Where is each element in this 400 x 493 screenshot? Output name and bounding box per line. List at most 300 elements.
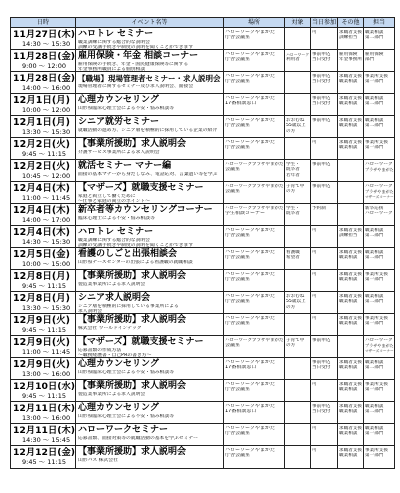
event-location-cell — [224, 292, 285, 314]
event-name-cell — [76, 94, 224, 116]
event-staff: 職業相談 — [365, 293, 384, 299]
event-location-cell — [224, 446, 285, 468]
event-location: ハローワークプラザやまがた — [225, 337, 284, 343]
event-same-day-cell — [311, 182, 338, 204]
event-target: 子育て中 — [286, 337, 305, 343]
event-target: 看護職 — [286, 249, 300, 255]
event-staff-cell — [364, 402, 394, 424]
event-other-cell — [338, 50, 364, 72]
event-time: 9:45 ～ 11:15 — [22, 326, 66, 334]
event-same-day: 可 — [312, 425, 317, 431]
event-location: 庁舎会議室 — [225, 299, 251, 304]
event-same-day-cell — [311, 446, 338, 468]
event-name-cell — [76, 380, 224, 402]
event-description: 製造業事業所による求人説明会 — [78, 392, 146, 397]
event-location: ハローワークやまがた — [225, 381, 276, 387]
event-date: 12月1日(月) — [13, 117, 71, 128]
event-name-cell — [76, 292, 224, 314]
event-title: ハローワークセミナー — [78, 425, 169, 435]
event-same-day: 当日受付 — [312, 57, 331, 62]
event-name-cell — [76, 446, 224, 468]
event-same-day: 事前申込 — [312, 73, 331, 79]
event-date: 12月4日(木) — [13, 227, 71, 238]
event-staff-cell — [364, 270, 394, 292]
event-time: 9:45 ～ 11:15 — [22, 150, 66, 158]
event-other-cell — [338, 336, 364, 358]
event-description: 訓練の受講手続きや制度の説明を聞くことができます — [78, 243, 194, 248]
event-location: 庁舎会議室 — [225, 453, 251, 458]
event-staff: 第一部門 — [365, 387, 384, 392]
header-target: 対象 — [285, 18, 311, 28]
event-description: 就職活動の進め方、シニア層を積極的に採用している企業の紹介 — [78, 128, 218, 133]
event-other-cell — [338, 314, 364, 336]
event-same-day: 可 — [312, 249, 317, 255]
event-other: 訓練担当 — [339, 233, 358, 238]
event-location: ハローワークやまがた — [225, 139, 276, 145]
event-other: 求職者支援 — [339, 249, 362, 255]
event-description: 現場管理者に関するセミナー及び求人説明会、面接会 — [78, 84, 194, 89]
event-datetime-cell — [11, 402, 76, 424]
event-other: 訓練担当 — [339, 35, 358, 40]
event-title: 心理カウンセリング — [78, 95, 159, 105]
event-staff: 雇用保険 — [365, 51, 384, 57]
event-other: 職業相談 — [339, 299, 358, 304]
event-datetime-cell — [11, 270, 76, 292]
event-title: 【事業所援助】求人説明会 — [78, 271, 187, 281]
event-description: 臨床心理士による不安・悩み相談等 — [78, 216, 155, 221]
event-title: 心理カウンセリング — [78, 359, 159, 369]
event-same-day: 当日受付 — [312, 101, 331, 106]
event-title: 【事業所援助】求人説明会 — [78, 315, 187, 325]
event-title: ハロトレ セミナー — [78, 29, 154, 39]
event-location: 庁舎会議室 — [225, 233, 251, 238]
event-date: 12月1日(月) — [13, 95, 71, 106]
event-same-day-cell — [311, 380, 338, 402]
event-staff: プラザやまがた — [365, 189, 394, 194]
event-location: 学生相談コーナー — [225, 211, 266, 216]
event-title: ハロトレ セミナー — [78, 227, 154, 237]
event-location: 会議室 — [225, 343, 241, 348]
event-staff-cell — [364, 292, 394, 314]
event-staff-cell — [364, 94, 394, 116]
event-same-day: 当日受付 — [312, 409, 331, 414]
event-location: 庁舎会議室 — [225, 123, 251, 128]
event-same-day: 事前申込 — [312, 337, 331, 343]
event-location-cell — [224, 270, 285, 292]
event-other-cell — [338, 138, 364, 160]
event-other: 求職者支援 — [339, 447, 362, 453]
event-time: 13:00 ～ 16:00 — [22, 414, 71, 422]
event-staff: 第一部門 — [365, 79, 384, 84]
event-same-day: 当日受付 — [312, 365, 331, 370]
event-staff-cell — [364, 248, 394, 270]
event-time: 14:00 ～ 17:00 — [22, 216, 71, 224]
event-staff: 事業所支援 — [365, 139, 388, 145]
event-time: 11:00 ～ 11:45 — [22, 348, 71, 356]
event-staff: 職業相談 — [365, 249, 384, 255]
event-location: ハローワークやまがた — [225, 73, 276, 79]
event-other-cell — [338, 226, 364, 248]
event-location-cell — [224, 160, 285, 182]
event-location-cell — [224, 182, 285, 204]
event-staff: 事業所支援 — [365, 315, 388, 321]
event-staff: 第二部門 — [365, 35, 384, 40]
event-other: 職業相談 — [339, 255, 358, 260]
event-datetime-cell — [11, 380, 76, 402]
event-date: 12月5日(金) — [13, 249, 71, 260]
header-same-day: 当日参加 — [311, 19, 336, 26]
event-name-cell — [76, 182, 224, 204]
event-target: の方 — [286, 189, 296, 194]
event-staff: 第二部門 — [365, 123, 384, 128]
event-name-cell — [76, 270, 224, 292]
event-time: 10:00 ～ 15:00 — [22, 260, 71, 268]
event-date: 12月8日(月) — [13, 293, 71, 304]
event-staff-cell — [364, 380, 394, 402]
event-same-day: 可 — [312, 315, 317, 321]
event-other-cell — [338, 182, 364, 204]
event-same-day: 予約制 — [312, 205, 326, 211]
event-location-cell — [224, 358, 285, 380]
event-description: 面接の基本マナーから身だしなみ、電話応対、言葉遣い等を学ぶ — [78, 172, 218, 177]
event-location: ハローワークプラザやまがた — [225, 161, 284, 167]
event-datetime-cell — [11, 50, 76, 72]
event-name-cell — [76, 116, 224, 138]
event-other: 雇用保険 — [339, 51, 358, 57]
event-other: 求職者支援 — [339, 381, 362, 387]
event-location-cell — [224, 116, 285, 138]
event-staff: 事業所支援 — [365, 381, 388, 387]
event-other: 求職者支援 — [339, 95, 362, 101]
event-time: 9:45 ～ 11:15 — [22, 458, 66, 466]
event-date: 12月4日(木) — [13, 183, 71, 194]
event-other: 職業相談 — [339, 145, 358, 150]
event-location: ハローワークやまがた — [225, 425, 276, 431]
event-staff: 職業相談 — [365, 425, 384, 431]
event-datetime-cell — [11, 446, 76, 468]
event-other: 職業相談 — [339, 79, 358, 84]
event-location: ハローワークプラザやまがた — [225, 205, 284, 211]
event-target: 学生・ — [286, 161, 300, 167]
event-date: 11月27日(木) — [13, 29, 75, 40]
event-time: 14:30 ～ 15:30 — [22, 40, 71, 48]
event-time: 13:30 ～ 15:30 — [22, 304, 71, 312]
event-other: 年金事務所 — [339, 57, 362, 62]
event-time: 10:45 ～ 12:00 — [22, 172, 71, 180]
event-staff: 新卒応援 — [365, 205, 384, 211]
event-other: 職業相談 — [339, 453, 358, 458]
event-same-day: 事前申込 — [312, 95, 331, 101]
event-location: 17番相談窓口 — [225, 101, 257, 106]
event-other-cell — [338, 94, 364, 116]
event-description: 年金事務所職員による個別相談 — [78, 67, 146, 72]
event-description: 山形県臨床心理士会による不安・悩み相談等 — [78, 414, 174, 419]
event-target: 既卒者 — [286, 167, 300, 172]
event-other-cell — [338, 292, 364, 314]
event-staff: 第二部門 — [365, 233, 384, 238]
event-staff-cell — [364, 138, 394, 160]
event-other: 求職者支援 — [339, 139, 362, 145]
event-same-day: 当日受付 — [312, 79, 331, 84]
event-staff: ハローワーク — [365, 211, 393, 216]
event-same-day: 事前申込 — [312, 161, 331, 167]
event-other: 職業相談 — [339, 123, 358, 128]
header-other: その他 — [338, 18, 364, 28]
event-location: 庁舎会議室 — [225, 145, 251, 150]
event-location: ハローワークやまがた — [225, 315, 276, 321]
event-other: 職業相談 — [339, 409, 358, 414]
event-target: 希望者 — [286, 255, 300, 260]
event-same-day-cell — [311, 50, 338, 72]
event-staff: 事業所支援 — [365, 73, 388, 79]
event-same-day: 可 — [312, 227, 317, 233]
event-same-day-cell — [311, 424, 338, 446]
event-datetime-cell — [11, 94, 76, 116]
event-same-day: 可 — [312, 381, 317, 387]
event-same-day: 事前申込 — [312, 117, 331, 123]
event-same-day-cell — [311, 226, 338, 248]
event-name-cell — [76, 204, 224, 226]
event-same-day: 事前申込 — [312, 51, 331, 57]
event-description: 応募書類、面接対策等の就職活動の基本を学ぶセミナー — [78, 436, 198, 441]
event-staff: マザーズコーナー — [365, 194, 394, 199]
event-target: おおむね — [286, 117, 305, 123]
event-same-day-cell — [311, 138, 338, 160]
event-staff: 職業相談 — [365, 359, 384, 365]
event-other: 求職者支援 — [339, 403, 362, 409]
event-staff-cell — [364, 446, 394, 468]
event-other-cell — [338, 270, 364, 292]
event-datetime-cell — [11, 226, 76, 248]
event-staff: 第二部門 — [365, 255, 384, 260]
event-target-cell — [285, 94, 311, 116]
event-staff: ハローワーク — [365, 337, 393, 343]
event-same-day-cell — [311, 314, 338, 336]
event-target-cell — [285, 226, 311, 248]
event-location: ハローワークやまがた — [225, 95, 276, 101]
event-location: ハローワークやまがた — [225, 359, 276, 365]
event-date: 12月9日(火) — [13, 337, 71, 348]
event-title: 【マザーズ】就職支援セミナー — [78, 337, 204, 347]
event-description: 求人説明会 — [78, 309, 102, 314]
event-target-cell — [285, 160, 311, 182]
event-location-cell — [224, 138, 285, 160]
event-same-day-cell — [311, 402, 338, 424]
event-same-day-cell — [311, 204, 338, 226]
event-location-cell — [224, 314, 285, 336]
event-staff: 事業所支援 — [365, 271, 388, 277]
event-location: 庁舎会議室 — [225, 431, 251, 436]
event-target-cell — [285, 380, 311, 402]
header-location: 場所 — [224, 18, 285, 28]
event-datetime-cell — [11, 138, 76, 160]
event-same-day-cell — [311, 248, 338, 270]
event-name-cell — [76, 314, 224, 336]
event-location: ハローワークやまがた — [225, 117, 276, 123]
event-staff-cell — [364, 72, 394, 94]
event-location-cell — [224, 402, 285, 424]
event-description: 訓練の受講手続きや制度の説明を聞くことができます — [78, 45, 194, 50]
event-target: 55歳以上 — [286, 123, 306, 128]
event-target-cell — [285, 204, 311, 226]
event-target: の方 — [286, 343, 296, 348]
event-staff-cell — [364, 226, 394, 248]
header-date: 日時 — [11, 18, 76, 28]
event-target: の方 — [286, 128, 296, 134]
event-other: 職業相談 — [339, 277, 358, 282]
event-target-cell — [285, 336, 311, 358]
event-other-cell — [338, 248, 364, 270]
event-staff: 第二部門 — [365, 409, 384, 414]
event-staff: 職業相談 — [365, 403, 384, 409]
event-other: 求職者支援 — [339, 293, 362, 299]
event-location-cell — [224, 336, 285, 358]
event-other: 職業相談 — [339, 387, 358, 392]
event-staff: 第二部門 — [365, 101, 384, 106]
event-staff-cell — [364, 336, 394, 358]
event-datetime-cell — [11, 336, 76, 358]
event-target-cell — [285, 402, 311, 424]
event-location: ハローワークやまがた — [225, 249, 276, 255]
event-schedule-table — [10, 17, 395, 469]
event-description: 職業訓練に関する総合的な説明会 — [78, 238, 150, 243]
event-target: 子育て中 — [286, 183, 305, 189]
event-date: 12月2日(火) — [13, 161, 71, 172]
event-date: 12月10日(水) — [13, 381, 75, 392]
event-other-cell — [338, 160, 364, 182]
event-name-cell — [76, 248, 224, 270]
event-location: 庁舎会議室 — [225, 255, 251, 260]
event-time: 13:30 ～ 15:30 — [22, 128, 71, 136]
event-other: 求職者支援 — [339, 315, 362, 321]
event-title: 就活セミナー マナー編 — [78, 161, 172, 171]
event-name-cell — [76, 336, 224, 358]
event-target: の方 — [286, 304, 296, 310]
event-same-day: 可 — [312, 271, 317, 277]
event-datetime-cell — [11, 160, 76, 182]
event-other: 職業相談 — [339, 431, 358, 436]
event-same-day-cell — [311, 28, 338, 50]
event-location: 庁舎会議室 — [225, 57, 251, 62]
event-other: 求職者支援 — [339, 359, 362, 365]
event-other-cell — [338, 28, 364, 50]
event-location: 庁舎会議室 — [225, 35, 251, 40]
event-target: 55歳以上 — [286, 299, 306, 304]
event-other: 求職者支援 — [339, 29, 362, 35]
event-target-cell — [285, 314, 311, 336]
event-same-day: 可 — [312, 139, 317, 145]
event-staff-cell — [364, 116, 394, 138]
event-description: 介護サービス事業所による求人説明会 — [78, 150, 160, 155]
event-date: 12月8日(月) — [13, 271, 71, 282]
event-name-cell — [76, 424, 224, 446]
event-staff-cell — [364, 160, 394, 182]
event-location-cell — [224, 204, 285, 226]
event-target: おおむね — [286, 293, 305, 299]
event-same-day-cell — [311, 94, 338, 116]
event-other: 求職者支援 — [339, 117, 362, 123]
event-time: 9:45 ～ 11:15 — [22, 282, 66, 290]
event-description: 山形県臨床心理士会による不安・悩み相談等 — [78, 106, 174, 111]
event-target-cell — [285, 50, 311, 72]
event-datetime-cell — [11, 314, 76, 336]
event-same-day: 可 — [312, 447, 317, 453]
event-time: 11:00 ～ 11:45 — [22, 194, 71, 202]
event-location: 会議室 — [225, 189, 241, 194]
event-location: ハローワークやまがた — [225, 29, 276, 35]
event-staff-cell — [364, 358, 394, 380]
event-other-cell — [338, 424, 364, 446]
event-name-cell — [76, 226, 224, 248]
event-other: 求職者支援 — [339, 227, 362, 233]
event-target-cell — [285, 138, 311, 160]
event-datetime-cell — [11, 182, 76, 204]
event-target-cell — [285, 72, 311, 94]
event-same-day: 事前申込 — [312, 183, 331, 189]
event-other-cell — [338, 116, 364, 138]
event-staff: 第一部門 — [365, 277, 384, 282]
event-time: 10:00 ～ 12:00 — [22, 106, 71, 114]
event-other-cell — [338, 204, 364, 226]
event-target-cell — [285, 28, 311, 50]
event-staff: 職業相談 — [365, 227, 384, 233]
event-location-cell — [224, 226, 285, 248]
event-target-cell — [285, 292, 311, 314]
event-description: ～職務経歴書・自己PRの書き方～ — [78, 353, 152, 358]
event-target: 学生・ — [286, 205, 300, 211]
event-title: 【事業所援助】求人説明会 — [78, 447, 187, 457]
event-name-cell — [76, 28, 224, 50]
event-other: 職業相談 — [339, 365, 358, 370]
event-target: 利用者 — [286, 57, 300, 62]
event-location-cell — [224, 424, 285, 446]
event-location: 庁舎会議室 — [225, 277, 251, 282]
event-title: 【事業所援助】求人説明会 — [78, 381, 187, 391]
event-title: 【事業所援助】求人説明会 — [78, 139, 187, 149]
event-staff: 事業所支援 — [365, 447, 388, 453]
event-location-cell — [224, 28, 285, 50]
event-staff-cell — [364, 314, 394, 336]
event-time: 9:45 ～ 11:15 — [22, 392, 66, 400]
event-location-cell — [224, 50, 285, 72]
event-other: 求職者支援 — [339, 425, 362, 431]
event-other: 求職者支援 — [339, 271, 362, 277]
event-target-cell — [285, 358, 311, 380]
event-staff: 第二部門 — [365, 365, 384, 370]
event-description: 応募書類の作成方法 — [78, 348, 122, 353]
header-event: イベント名等 — [76, 18, 224, 28]
event-location: ハローワークやまがた — [225, 293, 276, 299]
event-target: 既卒者 — [286, 211, 300, 216]
event-date: 12月11日(木) — [13, 425, 75, 436]
event-target-cell — [285, 424, 311, 446]
event-staff: ハローワーク — [365, 161, 393, 167]
event-description: 雇用保険の手続き、年金・国民健康保険等に関する — [78, 62, 189, 67]
event-title: シニア就労セミナー — [78, 117, 160, 127]
event-location-cell — [224, 72, 285, 94]
event-name-cell — [76, 358, 224, 380]
event-title: 【職場】現場管理者セミナー・求人説明会 — [78, 74, 221, 83]
event-staff-cell — [364, 204, 394, 226]
event-location-cell — [224, 94, 285, 116]
event-staff: 部門 — [365, 57, 375, 62]
event-description: 山形バス 株式会社 — [78, 458, 118, 463]
event-date: 12月9日(火) — [13, 315, 71, 326]
event-time: 14:30 ～ 15:45 — [22, 436, 71, 444]
event-title: 雇用保険・年金 相談コーナー — [78, 51, 199, 61]
event-description: 家庭と両立して働くために — [78, 194, 136, 199]
event-title: 心理カウンセリング — [78, 403, 159, 413]
